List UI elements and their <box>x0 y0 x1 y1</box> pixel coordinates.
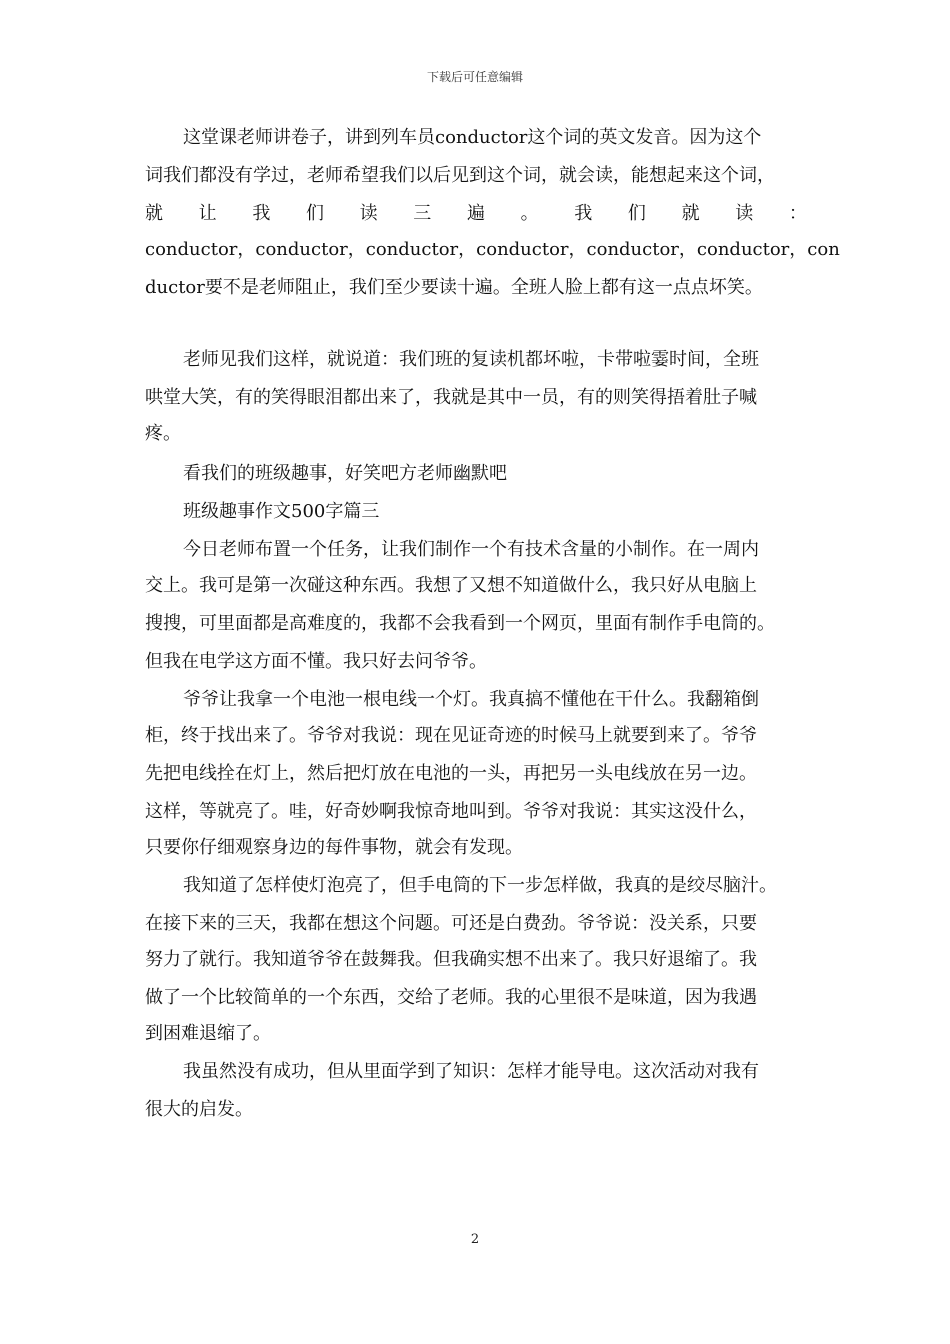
text-run: 词我们都没有学过，老师希望我们以后见到这个词，就会读，能想起来这个词， <box>145 165 775 186</box>
page-header: 下载后可任意编辑 <box>426 70 523 84</box>
text-run: 只要你仔细观察身边的每件事物，就会有发现。 <box>145 837 523 858</box>
text-run: ductor要不是老师阻止，我们至少要读十遍。全班人脸上都有这一点点坏笑。 <box>145 277 763 298</box>
text-char: 就 <box>145 203 163 224</box>
text-char: 遍 <box>466 203 485 224</box>
text-run: 这样，等就亮了。哇，好奇妙啊我惊奇地叫到。爷爷对我说：其实这没什么， <box>145 801 757 822</box>
text-char: 让 <box>198 203 217 224</box>
text-char: 们 <box>305 203 324 224</box>
text-char: ： <box>788 203 807 224</box>
text-run: 很大的启发。 <box>145 1099 253 1120</box>
text-char: 我 <box>252 203 271 224</box>
justified-line <box>145 202 807 226</box>
text-char: 读 <box>735 203 754 224</box>
text-run: 柜，终于找出来了。爷爷对我说：现在见证奇迹的时候马上就要到来了。爷爷 <box>145 725 757 746</box>
text-run: 但我在电学这方面不懂。我只好去问爷爷。 <box>145 651 487 672</box>
text-run: 今日老师布置一个任务，让我们制作一个有技术含量的小制作。在一周内 <box>183 539 759 560</box>
text-char: 就 <box>681 203 700 224</box>
text-run: 这堂课老师讲卷子，讲到列车员conductor这个词的英文发音。因为这个 <box>183 127 762 148</box>
text-char: 。 <box>520 203 539 224</box>
text-run: 搜搜，可里面都是高难度的，我都不会我看到一个网页，里面有制作手电筒的。 <box>145 613 775 634</box>
text-char: 三 <box>413 203 432 224</box>
page-number: 2 <box>470 1232 480 1247</box>
text-run: conductor，conductor，conductor，conductor，conductor，conductor，con <box>145 239 840 260</box>
text-run: 看我们的班级趣事，好笑吧方老师幽默吧 <box>183 463 507 484</box>
text-run: 做了一个比较简单的一个东西，交给了老师。我的心里很不是味道，因为我遇 <box>145 987 757 1008</box>
text-char: 读 <box>359 203 378 224</box>
text-run: 我虽然没有成功，但从里面学到了知识：怎样才能导电。这次活动对我有 <box>183 1061 759 1082</box>
text-run: 努力了就行。我知道爷爷在鼓舞我。但我确实想不出来了。我只好退缩了。我 <box>145 949 757 970</box>
text-run: 疼。 <box>145 423 181 444</box>
text-char: 们 <box>627 203 646 224</box>
text-run: 先把电线拴在灯上，然后把灯放在电池的一头，再把另一头电线放在另一边。 <box>145 763 757 784</box>
text-run: 在接下来的三天，我都在想这个问题。可还是白费劲。爷爷说：没关系，只要 <box>145 913 757 934</box>
text-run: 爷爷让我拿一个电池一根电线一个灯。我真搞不懂他在干什么。我翻箱倒 <box>183 689 759 710</box>
text-run: 到困难退缩了。 <box>145 1023 271 1044</box>
text-run: 老师见我们这样，就说道：我们班的复读机都坏啦，卡带啦霎时间，全班 <box>183 349 759 370</box>
text-run: 交上。我可是第一次碰这种东西。我想了又想不知道做什么，我只好从电脑上 <box>145 575 757 596</box>
text-run: 我知道了怎样使灯泡亮了，但手电筒的下一步怎样做，我真的是绞尽脑汁。 <box>183 875 777 896</box>
text-char: 我 <box>574 203 593 224</box>
text-run: 班级趣事作文500字篇三 <box>183 501 380 522</box>
text-run: 哄堂大笑，有的笑得眼泪都出来了，我就是其中一员，有的则笑得捂着肚子喊 <box>145 387 757 408</box>
